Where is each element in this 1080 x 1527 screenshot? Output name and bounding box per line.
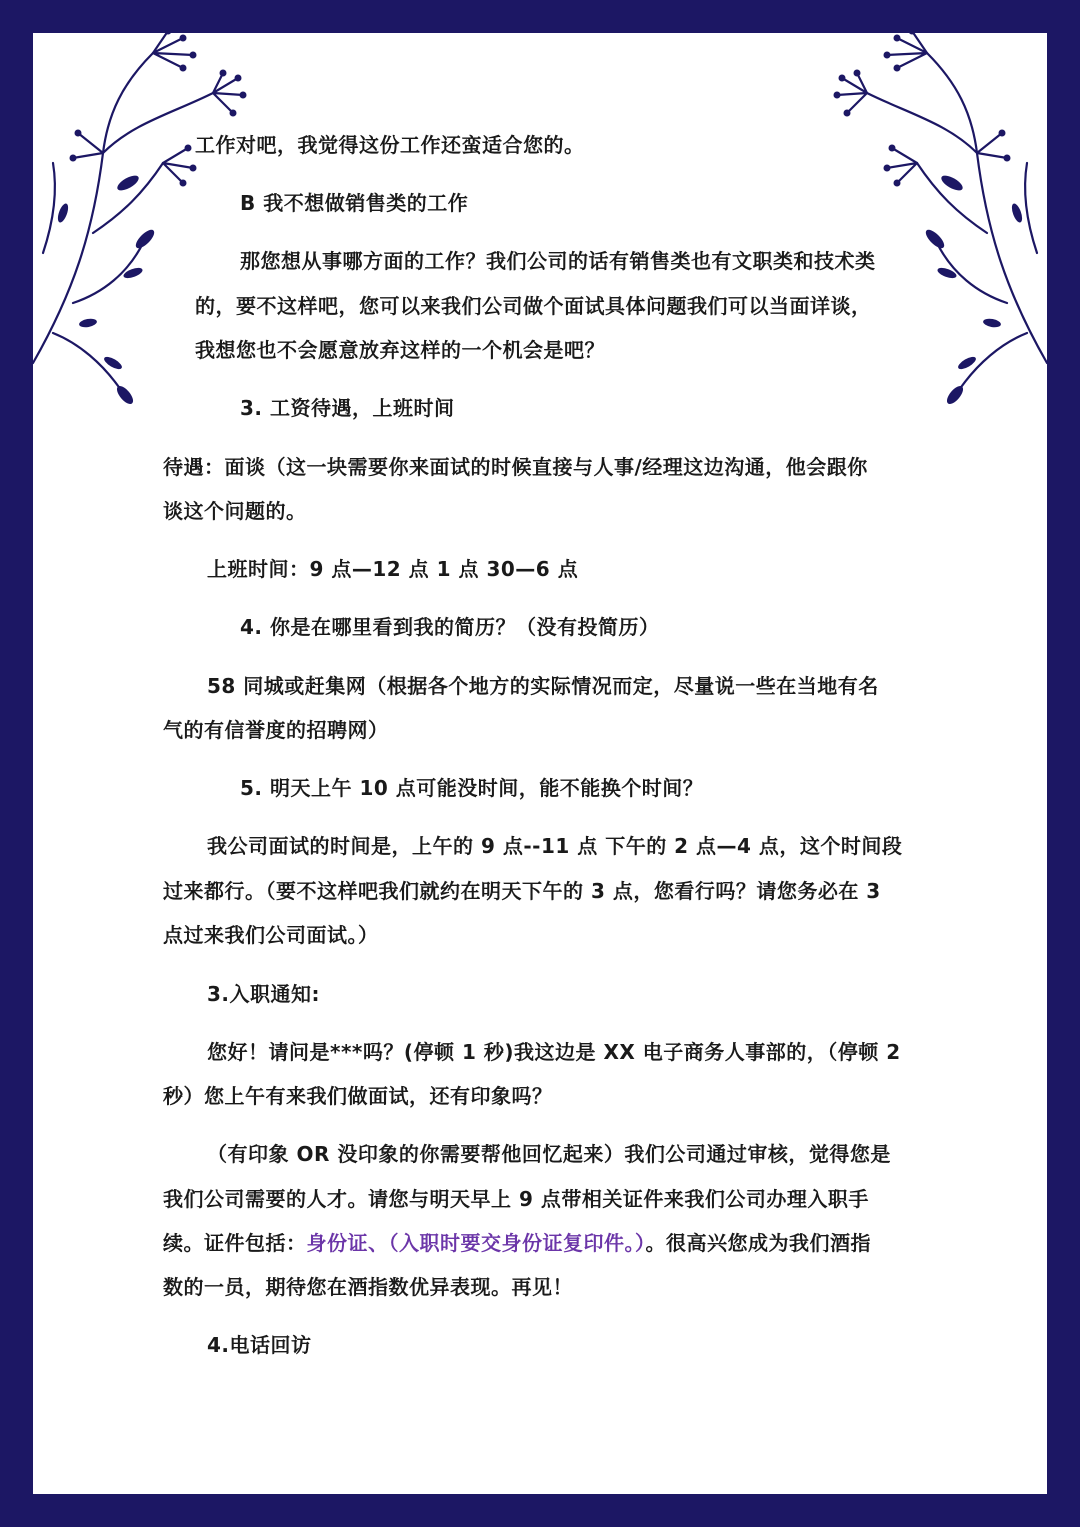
option-b-heading: B 我不想做销售类的工作 xyxy=(240,191,469,215)
paragraph-onboarding-notice-line2: 我们公司需要的人才。请您与明天早上 9 点带相关证件来我们公司办理入职手 xyxy=(163,1187,869,1211)
required-documents-highlight: 身份证、（入职时要交身份证复印件。） xyxy=(306,1231,646,1255)
paragraph-resume-source-line2: 气的有信誉度的招聘网） xyxy=(163,718,389,742)
paragraph-intro-end: 工作对吧，我觉得这份工作还蛮适合您的。 xyxy=(195,133,585,157)
section-reschedule-heading: 5. 明天上午 10 点可能没时间，能不能换个时间？ xyxy=(240,776,704,800)
paragraph-resume-source-line1: 58 同城或赶集网（根据各个地方的实际情况而定，尽量说一些在当地有名 xyxy=(207,674,879,698)
paragraph-salary-line1: 待遇：面谈（这一块需要你来面试的时候直接与人事/经理这边沟通，他会跟你 xyxy=(163,455,868,479)
paragraph-salary-line2: 谈这个问题的。 xyxy=(163,499,307,523)
section-onboarding-heading: 3.入职通知: xyxy=(207,982,321,1006)
welcome-text: 。很高兴您成为我们酒指 xyxy=(645,1231,871,1255)
paragraph-reschedule-line2: 过来都行。（要不这样吧我们就约在明天下午的 3 点，您看行吗？请您务必在 3 xyxy=(163,879,881,903)
section-salary-heading: 3. 工资待遇，上班时间 xyxy=(240,396,455,420)
section-resume-source-heading: 4. 你是在哪里看到我的简历？（没有投简历） xyxy=(240,615,660,639)
paragraph-onboarding-call-line1: 您好！请问是***吗？(停顿 1 秒)我这边是 XX 电子商务人事部的，（停顿 2 xyxy=(207,1040,901,1064)
paragraph-job-types-line3: 我想您也不会愿意放弃这样的一个机会是吧？ xyxy=(195,338,605,362)
document-page xyxy=(33,33,1047,1494)
section-followup-call-heading: 4.电话回访 xyxy=(207,1333,312,1357)
paragraph-onboarding-call-line2: 秒）您上午有来我们做面试，还有印象吗？ xyxy=(163,1084,553,1108)
paragraph-onboarding-notice-line1: （有印象 OR 没印象的你需要帮他回忆起来）我们公司通过审核，觉得您是 xyxy=(207,1142,891,1166)
paragraph-job-types-line2: 的，要不这样吧，您可以来我们公司做个面试具体问题我们可以当面详谈， xyxy=(195,294,872,318)
document-body xyxy=(33,33,1047,1494)
paragraph-onboarding-notice-line3 xyxy=(163,1229,871,1257)
paragraph-reschedule-line3: 点过来我们公司面试。） xyxy=(163,923,379,947)
work-hours-line: 上班时间：9 点—12 点 1 点 30—6 点 xyxy=(207,557,579,581)
paragraph-onboarding-notice-line4: 数的一员，期待您在酒指数优异表现。再见！ xyxy=(163,1275,573,1299)
paragraph-reschedule-line1: 我公司面试的时间是，上午的 9 点--11 点 下午的 2 点—4 点，这个时间段 xyxy=(207,834,903,858)
paragraph-job-types-line1: 那您想从事哪方面的工作？我们公司的话有销售类也有文职类和技术类 xyxy=(240,249,876,273)
documents-intro: 续。证件包括： xyxy=(163,1231,307,1255)
